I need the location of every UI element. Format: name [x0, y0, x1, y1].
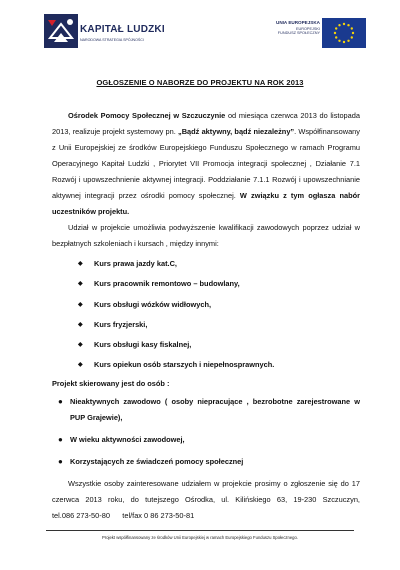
- target-groups-list: [52, 394, 360, 470]
- diamond-bullet-icon: ◆: [78, 261, 83, 267]
- organization-name: Ośrodek Pomocy Społecznej w Szczuczynie: [68, 111, 226, 120]
- dot-bullet-icon: ●: [58, 456, 63, 466]
- course-label: Kurs fryzjerski,: [94, 319, 148, 329]
- eu-star-icon: [338, 24, 340, 26]
- eu-star-icon: [352, 32, 354, 34]
- eu-star-icon: [335, 27, 337, 29]
- diamond-bullet-icon: ◆: [78, 342, 83, 349]
- document-body: [52, 108, 360, 524]
- target-group-label: W wieku aktywności zawodowej,: [70, 434, 185, 444]
- courses-list: [52, 254, 360, 376]
- list-item: [52, 315, 360, 335]
- course-label: Kurs pracownik remontowo – budowlany,: [94, 279, 240, 289]
- fax-number: tel/fax 0 86 273-50-81: [122, 510, 195, 520]
- announcement-title: OGŁOSZENIE O NABORZE DO PROJEKTU NA ROK 2013: [96, 78, 304, 87]
- closing-paragraph: [52, 476, 360, 524]
- list-item: [52, 454, 360, 470]
- eu-star-icon: [335, 36, 337, 38]
- target-group-label: Korzystających ze świadczeń pomocy społecznej: [70, 456, 244, 466]
- eu-star-icon: [343, 23, 345, 25]
- footer-text: Projekt współfinansowany ze środków Unii Europejskiej w ramach Europejskiego Funduszu Społecznego.: [102, 535, 298, 540]
- eu-logo-text: [276, 20, 320, 35]
- diamond-bullet-icon: ◆: [78, 281, 83, 288]
- list-item: [52, 295, 360, 315]
- kapital-ludzki-logo: [44, 14, 194, 54]
- target-heading: Projekt skierowany jest do osób :: [52, 378, 170, 388]
- list-item: [52, 274, 360, 294]
- kapital-ludzki-emblem-icon: [44, 14, 78, 48]
- eu-star-icon: [347, 40, 349, 42]
- course-label: Kurs prawa jazdy kat.C,: [94, 259, 177, 268]
- eu-star-icon: [351, 36, 353, 38]
- course-label: Kurs opiekun osób starszych i niepełnosprawnych.: [94, 360, 275, 370]
- list-item: [52, 355, 360, 375]
- list-item: [52, 335, 360, 355]
- list-item: [52, 432, 360, 448]
- list-item: [52, 394, 360, 426]
- eu-star-icon: [334, 32, 336, 34]
- eu-logo: [268, 18, 368, 48]
- eu-logo-line1: UNIA EUROPEJSKA: [276, 20, 320, 25]
- target-group-label: Nieaktywnych zawodowo ( osoby niepracujące , bezrobotne zarejestrowane w PUP Grajewie),: [70, 396, 360, 422]
- intro-text-2: . Współfinansowany z Unii Europejskiej ze środków Europejskiego Funduszu Społecznego w ramach Programu Operacyjnego Kapitał Ludzki , Priorytet VII Promocja integracji społecznej , Działanie 7.1 Rozwój i upowszechnienie aktywnej integracji. Poddziałanie 7.1.1 Rozwój i upowszechnianie aktywnej integracji przez ośrodki pomocy społecznej.: [52, 127, 360, 200]
- eu-star-icon: [343, 41, 345, 43]
- eu-star-icon: [338, 40, 340, 42]
- eu-flag-icon: [322, 18, 366, 48]
- eu-star-icon: [347, 24, 349, 26]
- eu-star-icon: [351, 27, 353, 29]
- phone-number: tel.086 273-50-80: [52, 510, 110, 520]
- closing-text: Wszystkie osoby zainteresowane udziałem w projekcie prosimy o zgłoszenie się do 17 czerwca 2013 roku, do tutejszego Ośrodka, ul. Kilińskiego 63, 19-230 Szczuczyn,: [52, 478, 360, 504]
- footer-divider: [46, 530, 354, 531]
- kapital-ludzki-title: KAPITAŁ LUDZKI: [80, 24, 165, 35]
- participation-paragraph: Udział w projekcie umożliwia podwyższenie kwalifikacji zawodowych poprzez udział w bezpłatnych szkoleniach i kursach , między innymi:: [52, 223, 360, 248]
- course-label: Kurs obsługi kasy fiskalnej,: [94, 340, 192, 350]
- kapital-ludzki-subtitle: NARODOWA STRATEGIA SPÓJNOŚCI: [80, 38, 144, 42]
- dot-bullet-icon: ●: [58, 434, 63, 444]
- eu-logo-line3: FUNDUSZ SPOŁECZNY: [277, 31, 320, 35]
- dot-bullet-icon: ●: [58, 396, 63, 406]
- intro-text-1: od miesiąca czerwca 2013 do listopada 2013, realizuje projekt systemowy pn.: [52, 111, 360, 136]
- project-name: „Bądź aktywny, bądź niezależny”: [178, 127, 295, 136]
- course-label: Kurs obsługi wózków widłowych,: [94, 299, 212, 309]
- intro-paragraph: [52, 108, 360, 220]
- eu-logo-line2: EUROPEJSKI: [295, 27, 320, 31]
- diamond-bullet-icon: ◆: [78, 362, 83, 369]
- recruitment-notice: W związku z tym ogłasza nabór uczestników projektu.: [52, 191, 360, 216]
- diamond-bullet-icon: ◆: [78, 321, 83, 328]
- diamond-bullet-icon: ◆: [78, 301, 83, 308]
- list-item: [52, 254, 360, 274]
